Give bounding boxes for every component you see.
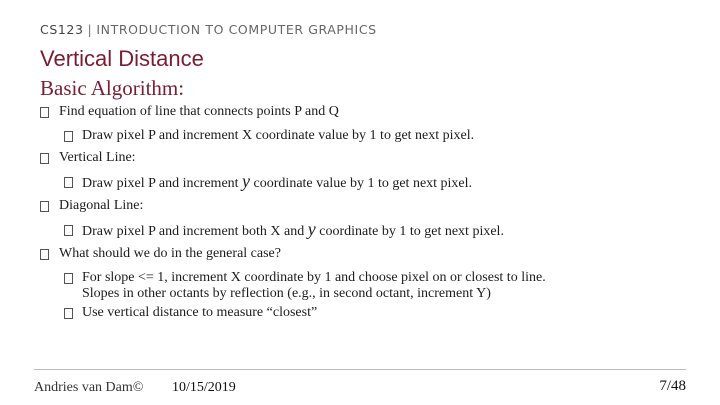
bullet-box-icon [64,177,73,188]
variable-y: y [307,219,316,239]
bullet-text: Diagonal Line: [59,198,144,213]
bullet-text-prefix: Draw pixel P and increment both X and [82,224,308,239]
course-code: CS123 [40,22,84,37]
section-title: Basic Algorithm: [40,76,185,100]
bullet-text-line2: Slopes in other octants by reflection (e.g., in second octant, increment Y) [82,286,491,301]
course-header [40,22,377,37]
variable-y: y [242,171,251,191]
bullet-box-icon [64,308,73,319]
bullet-box-icon [40,201,49,212]
bullet-text: Use vertical distance to measure “closest” [82,305,318,320]
course-subtitle: INTRODUCTION TO COMPUTER GRAPHICS [96,22,377,37]
page-number: 7/48 [659,378,686,394]
footer-author: Andries van Dam© [34,380,144,395]
subbullet-draw-pixel-y [40,171,700,192]
bullet-find-equation [40,104,700,120]
header-separator: | [87,22,93,37]
subbullet-slope-rule [40,270,700,302]
bullet-box-icon [64,273,73,284]
bullet-general-case [40,246,700,262]
bullet-text: Vertical Line: [59,150,136,165]
subbullet-draw-pixel-both [40,219,700,240]
bullet-vertical-line [40,150,700,166]
bullet-box-icon [64,131,73,142]
bullet-text: Find equation of line that connects points P and Q [59,104,339,119]
subbullet-vertical-distance [40,305,700,321]
bullet-text-suffix: coordinate by 1 to get next pixel. [315,224,504,239]
subbullet-draw-pixel-x [40,128,700,144]
bullet-box-icon [40,153,49,164]
footer-divider [34,369,686,370]
bullet-diagonal-line [40,198,700,214]
bullet-text-suffix: coordinate value by 1 to get next pixel. [250,176,473,191]
bullet-text-prefix: Draw pixel P and increment [82,176,243,191]
bullet-box-icon [40,107,49,118]
bullet-list [40,104,700,321]
bullet-text: Draw pixel P and increment X coordinate value by 1 to get next pixel. [82,128,475,143]
bullet-box-icon [64,225,73,236]
slide-title: Vertical Distance [40,46,204,71]
bullet-text: What should we do in the general case? [59,246,281,261]
footer-date: 10/15/2019 [172,380,236,395]
bullet-box-icon [40,249,49,260]
bullet-text-line1: For slope <= 1, increment X coordinate by 1 and choose pixel on or closest to line. [82,270,546,285]
